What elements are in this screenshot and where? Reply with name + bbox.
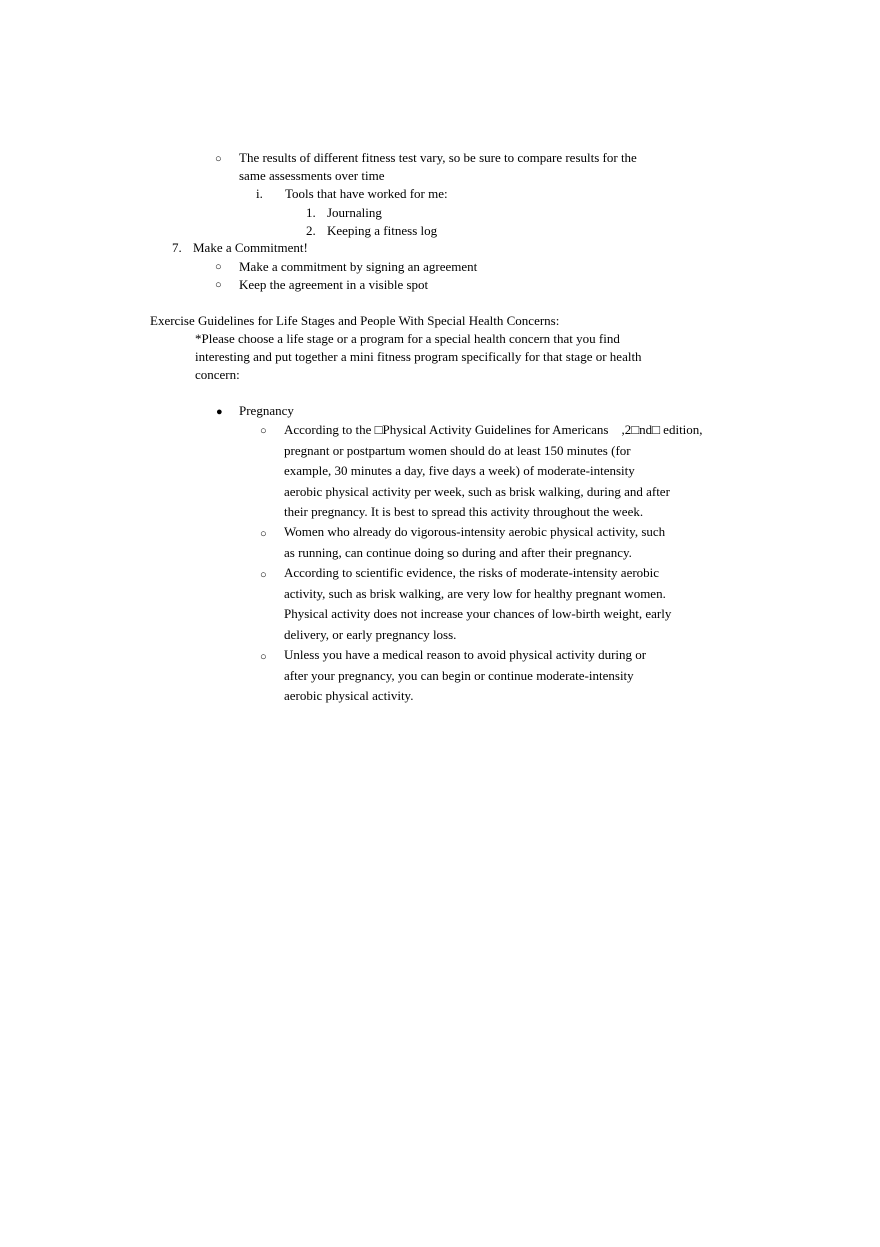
point-line: Physical activity does not increase your chances of low-birth weight, early bbox=[284, 606, 672, 622]
point-line: According to scientific evidence, the risks of moderate-intensity aerobic bbox=[284, 565, 660, 580]
sub-bullet-icon: ○ bbox=[260, 651, 267, 663]
point-line: aerobic physical activity. bbox=[284, 688, 414, 704]
pregnancy-point bbox=[284, 563, 671, 645]
results-text: The results of different fitness test vary, so be sure to compare results for the bbox=[239, 150, 637, 165]
item-7-label: Make a Commitment! bbox=[193, 240, 308, 255]
tools-label: Tools that have worked for me: bbox=[285, 186, 448, 201]
tool-item: Journaling bbox=[327, 205, 382, 220]
point-line: as running, can continue doing so during and after their pregnancy. bbox=[284, 544, 632, 560]
point-line: delivery, or early pregnancy loss. bbox=[284, 626, 457, 642]
item-7-marker: 7. bbox=[172, 240, 182, 255]
sub-bullet-icon: ○ bbox=[215, 153, 222, 165]
sub-bullet-icon: ○ bbox=[215, 279, 222, 291]
instruction-line: concern: bbox=[195, 367, 240, 382]
sub-bullet-icon: ○ bbox=[260, 569, 267, 581]
instruction-line: *Please choose a life stage or a program for a special health concern that you find bbox=[195, 331, 620, 346]
sub-bullet-icon: ○ bbox=[260, 425, 267, 437]
tool-item-marker: 2. bbox=[306, 223, 316, 238]
point-line: pregnant or postpartum women should do at least 150 minutes (for bbox=[284, 442, 631, 458]
instruction-line: interesting and put together a mini fitness program specifically for that stage or health bbox=[195, 349, 642, 364]
sub-bullet-icon: ○ bbox=[215, 261, 222, 273]
bullet-icon: ● bbox=[216, 406, 223, 418]
commitment-item: Keep the agreement in a visible spot bbox=[239, 277, 429, 292]
point-line: example, 30 minutes a day, five days a week) of moderate-intensity bbox=[284, 463, 635, 479]
point-line: Unless you have a medical reason to avoid physical activity during or bbox=[284, 647, 647, 662]
point-line: Women who already do vigorous-intensity aerobic physical activity, such bbox=[284, 524, 666, 539]
point-line: after your pregnancy, you can begin or continue moderate-intensity bbox=[284, 667, 634, 683]
pregnancy-point bbox=[284, 645, 646, 707]
tool-item-marker: 1. bbox=[306, 205, 316, 220]
pregnancy-label: Pregnancy bbox=[239, 403, 294, 418]
guidelines-heading: Exercise Guidelines for Life Stages and People With Special Health Concerns: bbox=[150, 313, 560, 328]
point-line: activity, such as brisk walking, are very low for healthy pregnant women. bbox=[284, 585, 666, 601]
results-text-cont: same assessments over time bbox=[239, 168, 385, 183]
commitment-item: Make a commitment by signing an agreement bbox=[239, 259, 478, 274]
roman-marker: i. bbox=[256, 186, 263, 201]
tool-item: Keeping a fitness log bbox=[327, 223, 438, 238]
pregnancy-point bbox=[284, 420, 703, 523]
point-line: aerobic physical activity per week, such as brisk walking, during and after bbox=[284, 483, 670, 499]
sub-bullet-icon: ○ bbox=[260, 528, 267, 540]
point-line: their pregnancy. It is best to spread this activity throughout the week. bbox=[284, 504, 644, 520]
point-line: According to the □Physical Activity Guidelines for Americans ,2□nd□ edition, bbox=[284, 422, 703, 437]
pregnancy-point bbox=[284, 522, 665, 563]
